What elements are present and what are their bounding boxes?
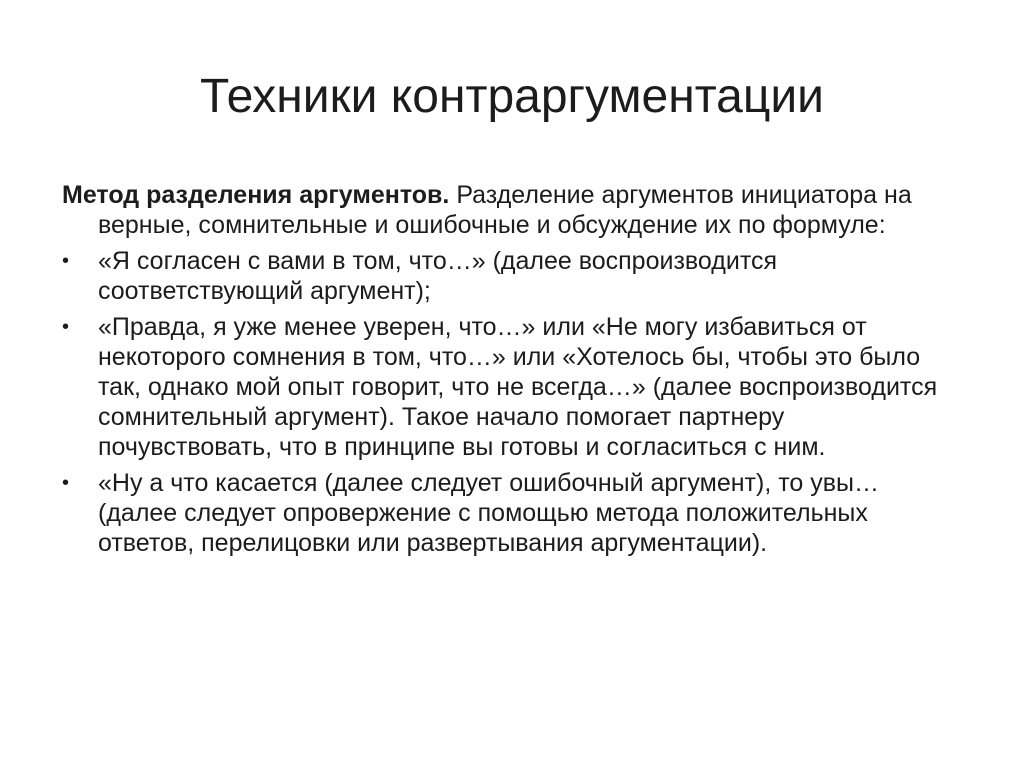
bullet-icon: • [62,316,70,338]
slide-content [62,180,962,564]
bullet-item [62,468,962,558]
bullet-item [62,246,962,306]
bullet-text: «Я согласен с вами в том, что…» (далее воспроизводится соответствующий аргумент); [98,247,778,305]
slide-title: Техники контраргументации [200,70,824,123]
bullet-text: «Ну а что касается (далее следует ошибочный аргумент), то увы… (далее следует опровержение с помощью метода положительных ответов, перелицовки или развертывания аргументации). [98,469,879,557]
bullet-item [62,312,962,462]
intro-paragraph [62,180,962,240]
bullet-icon: • [62,250,70,272]
bullet-list [62,246,962,558]
intro-text: Разделение аргументов инициатора на верные, сомнительные и ошибочные и обсуждение их по формуле: [98,181,912,239]
bullet-icon: • [62,472,70,494]
bullet-text: «Правда, я уже менее уверен, что…» или «Не могу избавиться от некоторого сомнения в том, что…» или «Хотелось бы, чтобы это было так, однако мой опыт говорит, что не всегда…» (далее воспроизводится сомнительный аргумент). Такое начало помогает партнеру почувствовать, что в принципе вы готовы и согласиться с ним. [98,313,938,461]
intro-bold-text: Метод разделения аргументов. [62,181,450,209]
